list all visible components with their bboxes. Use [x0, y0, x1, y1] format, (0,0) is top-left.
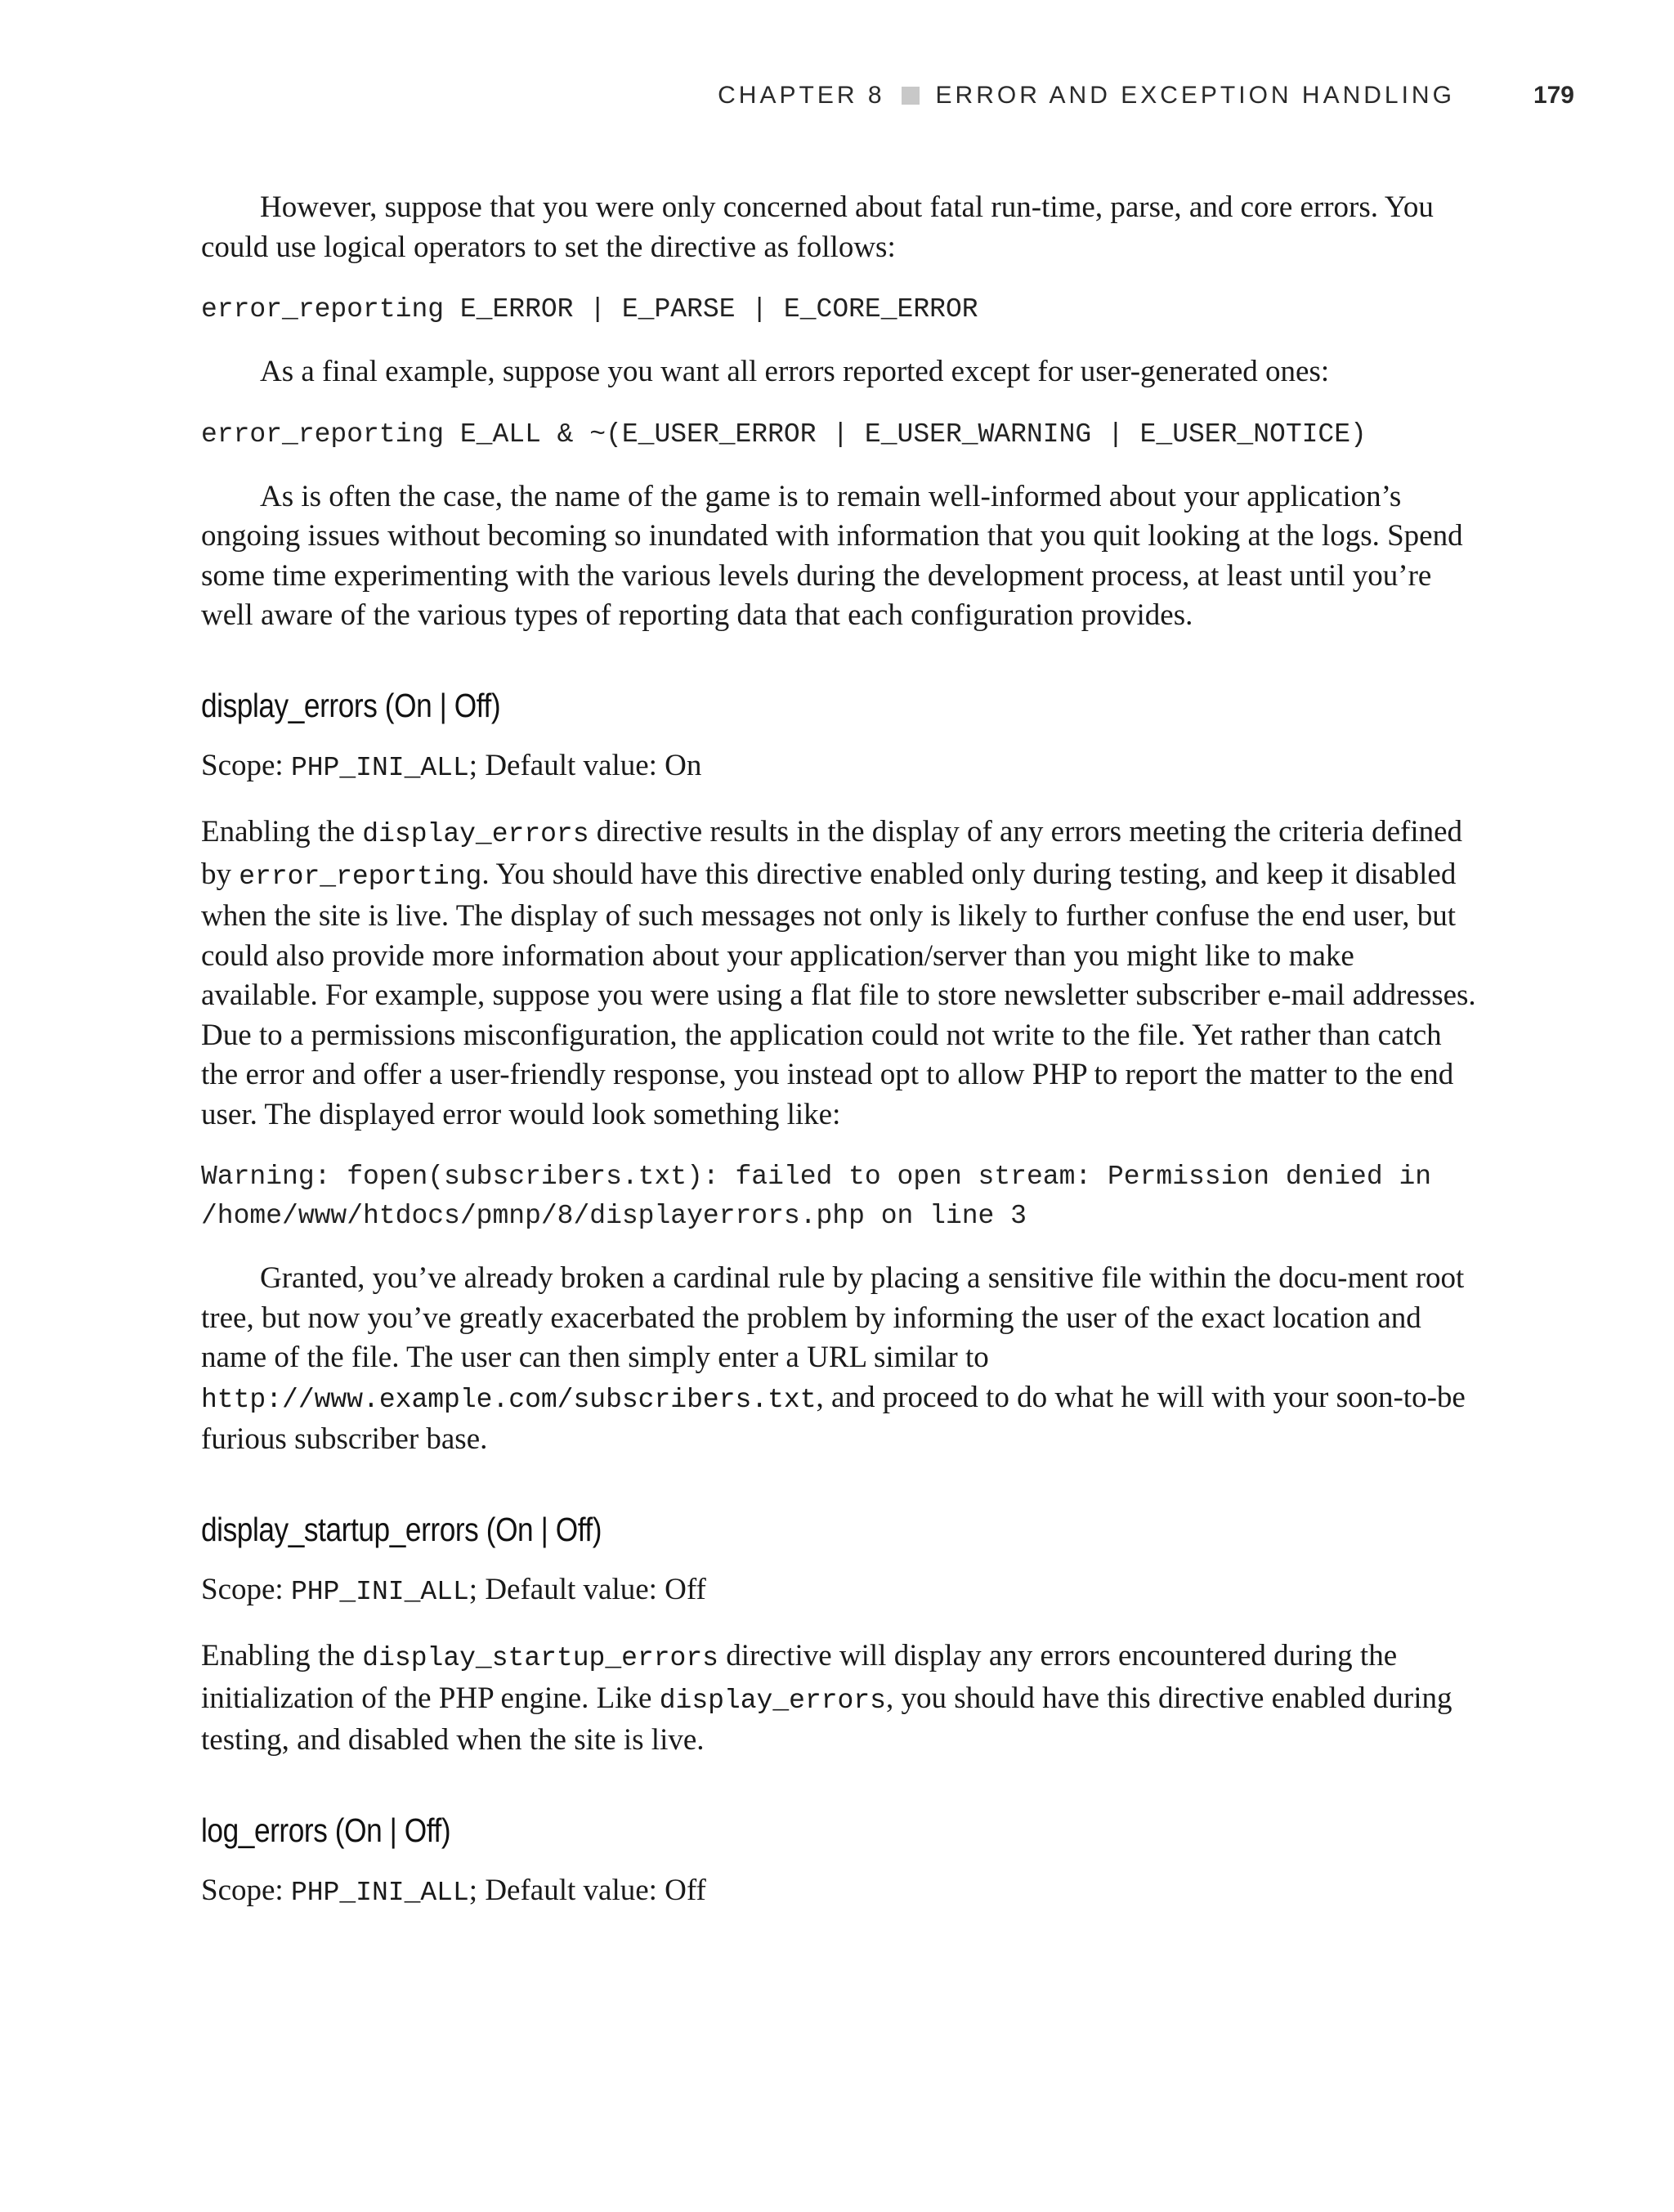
text-run: directive results in the display of any errors meeting the criteria defined by: [201, 815, 1463, 891]
intro-paragraph-2: As a final example, suppose you want all errors reported except for user-generated ones:: [260, 355, 1330, 388]
page-body: [201, 188, 1476, 1913]
inline-code-display-errors: display_errors: [659, 1685, 886, 1716]
scope-label: Scope:: [201, 1873, 291, 1907]
display-errors-paragraph-2: [201, 1259, 1476, 1460]
display-startup-errors-scope-line: [201, 1570, 1476, 1613]
intro-paragraph-3: As is often the case, the name of the game is to remain well-informed about your application’s ongoing issues without becoming so inundated with information that you quit looking at the logs. Spend some time experimenting with the various levels during the development process, at least until you’re well aware of the various types of reporting data that each configuration provides.: [201, 479, 1463, 632]
display-errors-scope-line: [201, 746, 1476, 789]
scope-label: Scope:: [201, 1572, 291, 1606]
scope-value: PHP_INI_ALL: [290, 752, 469, 783]
chapter-label: CHAPTER 8: [718, 82, 885, 109]
scope-value: PHP_INI_ALL: [290, 1877, 469, 1908]
log-errors-scope-line: [201, 1871, 1476, 1914]
scope-value: PHP_INI_ALL: [290, 1576, 469, 1607]
text-run: Enabling the: [201, 1639, 363, 1672]
text-run: Granted, you’ve already broken a cardinal rule by placing a sensitive file within the docu-ment root tree, but now you’ve greatly exacerbated the problem by informing the user of the exact location and name of the file. The user can then simply enter a URL similar to: [201, 1261, 1465, 1374]
text-run: , you should have this directive enabled during testing, and disabled when the site is live.: [201, 1681, 1452, 1757]
text-run: . You should have this directive enabled only during testing, and keep it disabled when the site is live. The display of such messages not only is likely to further confuse the end user, but could also provide more information about your application/server than you might like to make available. For example, suppose you were using a flat file to store newsletter subscriber e-mail addresses. Due to a permissions misconfiguration, the application could not write to the file. Yet rather than catch the error and offer a user-friendly response, you instead opt to allow PHP to report the matter to the end user. The displayed error would look something like:: [201, 857, 1476, 1131]
intro-paragraph-1: However, suppose that you were only concerned about fatal run-time, parse, and core errors. You could use logical operators to set the directive as follows:: [201, 190, 1434, 264]
section-heading-display-errors: display_errors (On | Off): [201, 686, 501, 724]
section-heading-log-errors: log_errors (On | Off): [201, 1811, 451, 1849]
chapter-title: ERROR AND EXCEPTION HANDLING: [935, 82, 1455, 109]
default-value-text: ; Default value: Off: [468, 1873, 706, 1907]
inline-code-url: http://www.example.com/subscribers.txt: [201, 1384, 817, 1415]
code-warning-line-1: Warning: fopen(subscribers.txt): failed to open stream: Permission denied in: [201, 1162, 1432, 1192]
code-warning-line-2: /home/www/htdocs/pmnp/8/displayerrors.php on line 3: [201, 1201, 1027, 1231]
code-snippet-error-reporting-except-user: error_reporting E_ALL & ~(E_USER_ERROR | E_USER_WARNING | E_USER_NOTICE): [201, 419, 1367, 450]
running-header: [718, 82, 1574, 110]
scope-label: Scope:: [201, 748, 291, 782]
default-value-text: ; Default value: On: [468, 748, 702, 782]
inline-code-error-reporting: error_reporting: [239, 861, 482, 892]
page-number: 179: [1533, 82, 1574, 109]
default-value-text: ; Default value: Off: [468, 1572, 706, 1606]
text-run: , and proceed to do what he will with your soon-to-be furious subscriber base.: [201, 1380, 1466, 1456]
text-run: directive will display any errors encountered during the initialization of the PHP engine. Like: [201, 1639, 1398, 1715]
inline-code-display-startup-errors: display_startup_errors: [362, 1643, 718, 1673]
display-startup-errors-paragraph: [201, 1637, 1476, 1761]
text-run: Enabling the: [201, 815, 363, 849]
inline-code-display-errors: display_errors: [362, 819, 589, 849]
section-heading-display-startup-errors: display_startup_errors (On | Off): [201, 1510, 602, 1548]
display-errors-paragraph-1: [201, 813, 1476, 1135]
code-snippet-error-reporting-fatal: error_reporting E_ERROR | E_PARSE | E_CORE_ERROR: [201, 294, 978, 325]
square-separator-icon: [902, 87, 920, 105]
